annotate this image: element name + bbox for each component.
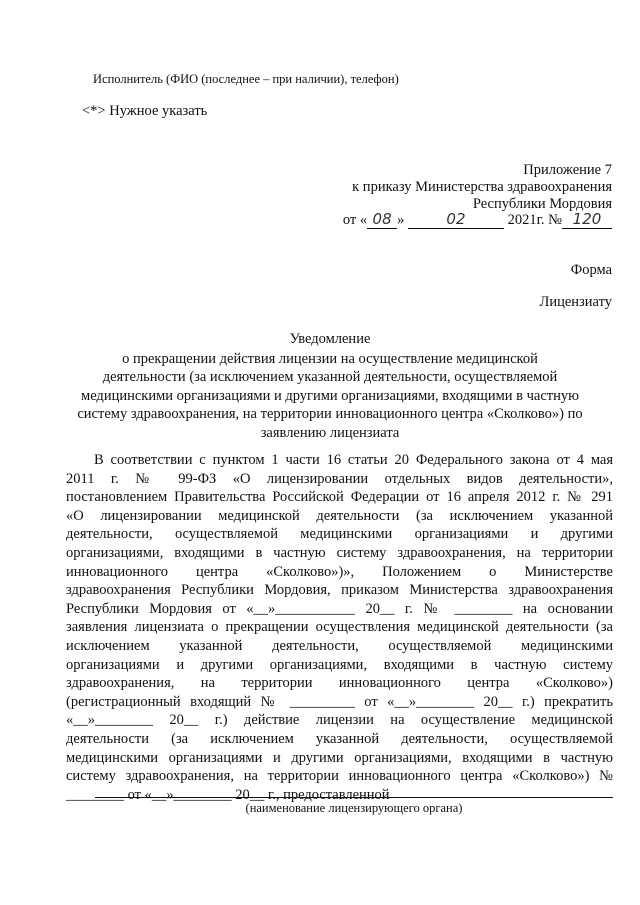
recipient-label: Лицензиату <box>539 294 612 310</box>
body-line: систему здравоохранения, на территории инновационного центра «Сколково») № <box>66 768 613 785</box>
body-line: здравоохранения, на территории инновационного центра «Сколково») <box>66 675 613 692</box>
notice-subtitle-line: о прекращении действия лицензии на осуществление медицинской <box>122 350 538 367</box>
notice-body <box>66 451 613 804</box>
notice-subtitle-line: заявлению лицензиата <box>260 424 400 441</box>
body-line: организациями и другими организациями, входящими в частную систему <box>66 656 613 673</box>
body-line: В соответствии с пунктом 1 части 16 статьи 20 Федерального закона от 4 мая <box>94 452 613 468</box>
body-line: 2011 г. № 99-ФЗ «О лицензировании отдельных видов деятельности», <box>66 470 613 487</box>
appendix-block <box>352 162 612 213</box>
notice-subtitle-line: систему здравоохранения, на территории инновационного центра «Сколково») по <box>77 406 583 422</box>
body-line: ________ от «__»________ 20__ г., предоставленной <box>66 786 390 803</box>
body-line: Республики Мордовия от «__»___________ 20__ г. № ________ на основании <box>66 600 613 617</box>
body-line: (регистрационный входящий № _________ от «__»________ 20__ г.) прекратить <box>66 693 613 710</box>
form-label: Форма <box>570 262 612 278</box>
appendix-order-ref: к приказу Министерства здравоохранения <box>352 179 612 195</box>
body-line: здравоохранения Республики Мордовия, приказом Министерства здравоохранения <box>66 582 613 599</box>
body-line: заявления лицензиата о прекращении осуществления медицинской деятельности (за <box>66 619 613 636</box>
order-day-handwritten: 08 <box>367 210 397 229</box>
order-date-line <box>343 210 612 230</box>
executor-line: Исполнитель (ФИО (последнее – при наличии), телефон) <box>93 72 399 86</box>
appendix-republic: Республики Мордовия <box>472 196 612 212</box>
appendix-number: Приложение 7 <box>523 162 612 178</box>
notice-heading: Уведомление <box>289 331 371 347</box>
notice-subtitle-line: деятельности (за исключением указанной деятельности, осуществляемой <box>102 369 558 385</box>
body-line: деятельности, осуществляемой медицинскими организациями и другими <box>66 526 613 543</box>
body-line: постановлением Правительства Российской Федерации от 16 апреля 2012 г. № 291 <box>66 489 613 506</box>
body-line: «__»________ 20__ г.) действие лицензии на осуществление медицинской <box>66 712 613 729</box>
order-month-handwritten: 02 <box>408 210 504 229</box>
body-line: инновационного центра «Сколково»)», Положением о Министерстве <box>66 563 613 580</box>
notice-subtitle-line: медицинскими организациями и другими организациями, входящими в частную <box>81 387 579 404</box>
order-year-text: 2021г. № <box>507 212 562 228</box>
signature-rule <box>95 797 613 798</box>
licensing-authority-caption: (наименование лицензирующего органа) <box>245 801 463 815</box>
order-day-close: » <box>397 212 405 228</box>
body-line: медицинскими организациями и другими организациями, входящими в частную <box>66 749 613 766</box>
notice-title <box>60 330 600 442</box>
footnote: <*> Нужное указать <box>82 103 208 119</box>
body-line: «О лицензировании медицинской деятельности (за исключением указанной <box>66 507 613 524</box>
order-prefix: от « <box>342 212 368 228</box>
body-line: организациями, входящими в частную систему здравоохранения, на территории <box>66 544 613 561</box>
order-number-handwritten: 120 <box>562 210 612 229</box>
body-line: исключением указанной деятельности, осуществляемой медицинскими <box>66 637 613 654</box>
body-line: деятельности (за исключением указанной деятельности, осуществляемой <box>66 730 613 747</box>
